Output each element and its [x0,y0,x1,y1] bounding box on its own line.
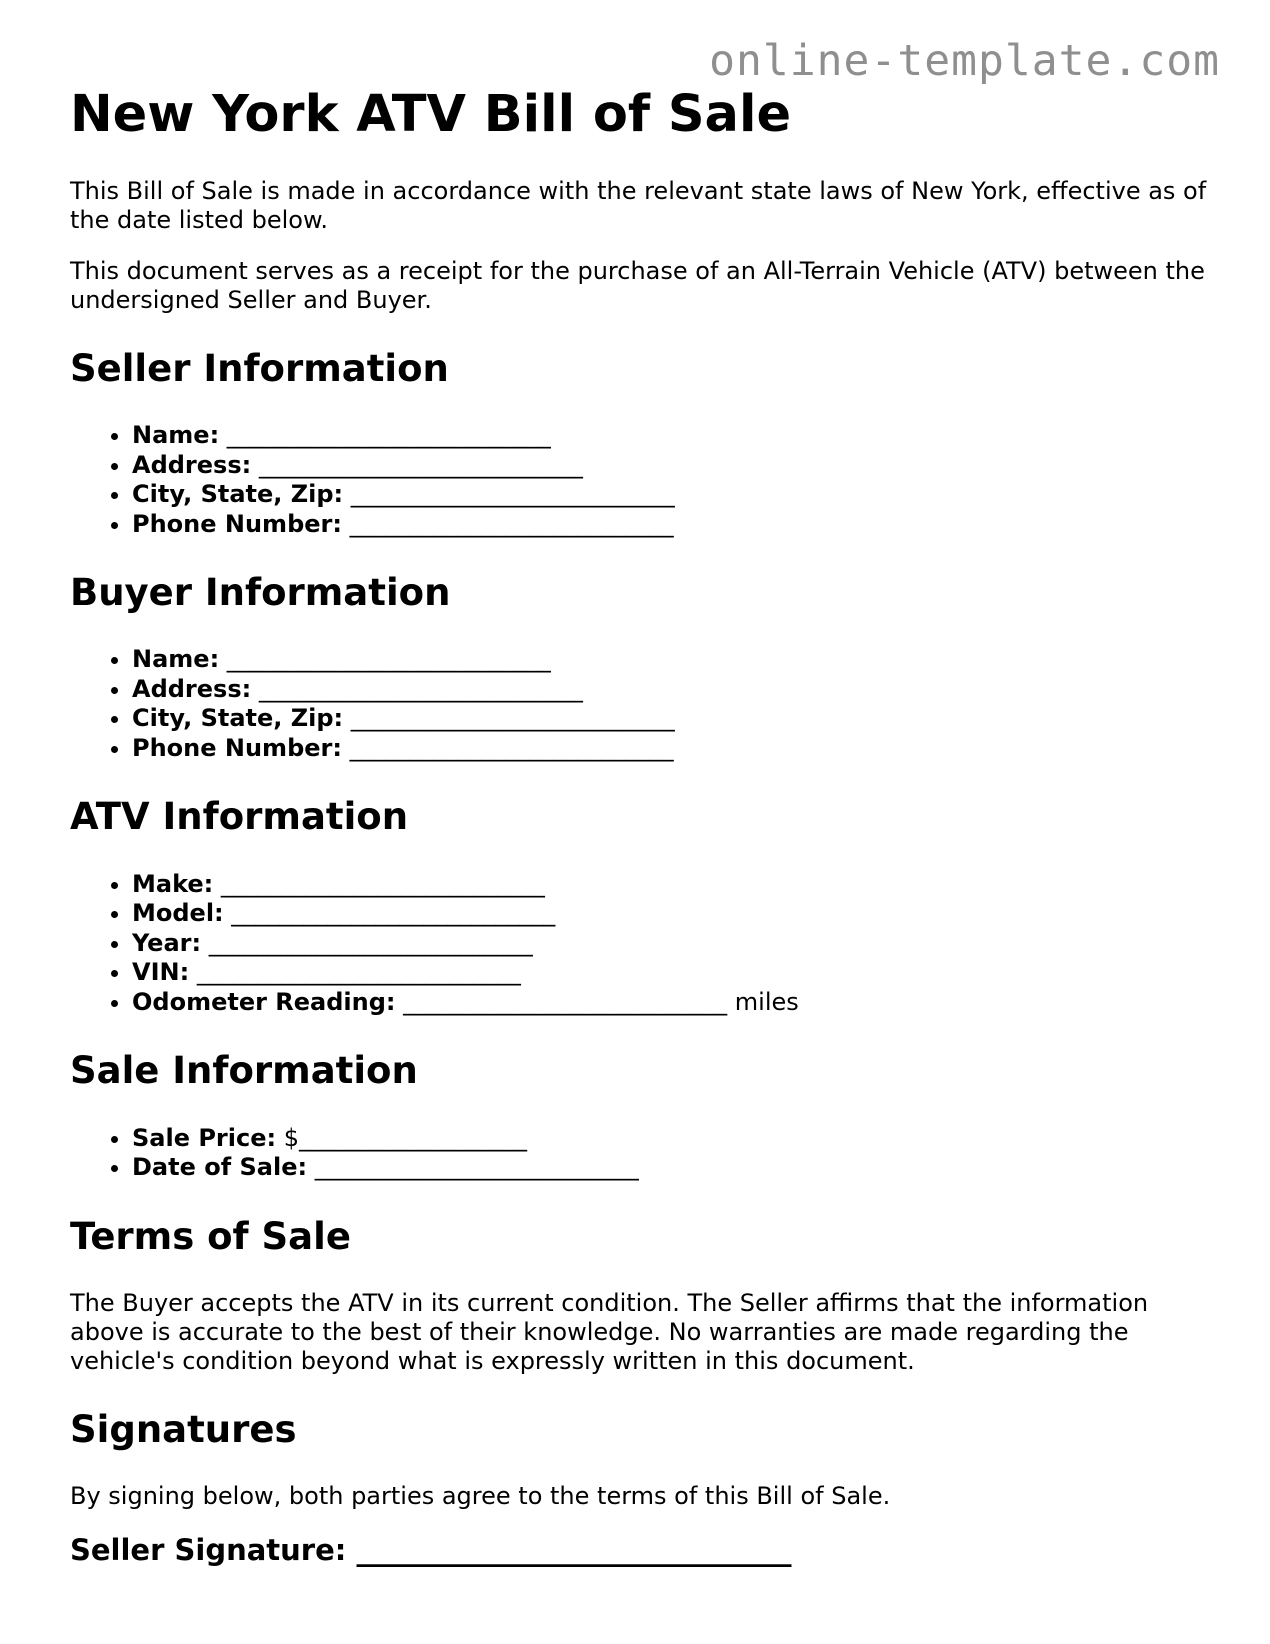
field-label: Year: [132,928,202,957]
field-label: City, State, Zip: [132,704,344,733]
seller-phone-field [132,510,1220,540]
field-label: Address: [132,674,252,703]
atv-vin-field [132,958,1220,988]
atv-make-field [132,870,1220,900]
sale-information-heading: Sale Information [70,1049,418,1093]
intro-paragraph-1: This Bill of Sale is made in accordance with the relevant state laws of New York, effective as of the date listed below. [70,176,1207,234]
terms-of-sale-heading: Terms of Sale [70,1214,351,1258]
field-blank: ___________________________ [307,1153,639,1182]
seller-fields-list [70,421,1220,539]
seller-signature-label: Seller Signature: [70,1533,347,1568]
sale-date-field [132,1153,1220,1183]
document-title: New York ATV Bill of Sale [70,85,792,144]
buyer-city-state-zip-field [132,704,1220,734]
intro-paragraph-2: This document serves as a receipt for the purchase of an All-Terrain Vehicle (ATV) between the undersigned Seller and Buyer. [70,256,1205,314]
field-label: Name: [132,421,220,450]
buyer-address-field [132,675,1220,705]
field-label: Date of Sale: [132,1153,308,1182]
watermark: online-template.com [709,36,1220,86]
field-blank: ___________________________ [341,733,674,762]
field-blank: ___________________________ miles [395,987,799,1016]
atv-year-field [132,929,1220,959]
buyer-information-heading: Buyer Information [70,571,451,615]
field-blank: ___________________________ [251,674,583,703]
field-label: Name: [132,645,220,674]
field-blank: ___________________________ [343,704,675,733]
signatures-heading: Signatures [70,1408,297,1452]
seller-name-field [132,421,1220,451]
field-label: Make: [132,869,214,898]
signatures-paragraph: By signing below, both parties agree to the terms of this Bill of Sale. [70,1482,891,1511]
terms-paragraph: The Buyer accepts the ATV in its current condition. The Seller affirms that the information above is accurate to the best of their knowledge. No warranties are made regarding the vehicle's condition beyond what is expressly written in this document. [70,1289,1149,1376]
field-blank: ___________________________ [251,450,583,479]
field-label: Odometer Reading: [132,987,396,1016]
seller-city-state-zip-field [132,480,1220,510]
field-blank: ___________________________ [213,869,545,898]
atv-model-field [132,899,1220,929]
field-blank: ___________________________ [223,899,556,928]
field-blank: ___________________________ [219,421,551,450]
field-label: Sale Price: [132,1123,277,1152]
sale-price-field [132,1124,1220,1154]
buyer-name-field [132,645,1220,675]
field-blank: ___________________________ [343,480,675,509]
atv-fields-list [70,870,1220,1018]
atv-odometer-field [132,988,1220,1018]
field-blank: $___________________ [276,1123,527,1152]
buyer-phone-field [132,734,1220,764]
sale-fields-list [70,1124,1220,1183]
field-label: Address: [132,450,252,479]
seller-signature-blank: ______________________________ [346,1533,792,1568]
document [70,86,1220,1568]
field-blank: ___________________________ [219,645,551,674]
field-blank: ___________________________ [189,958,521,987]
field-label: VIN: [132,958,190,987]
field-label: Phone Number: [132,733,342,762]
atv-information-heading: ATV Information [70,795,409,839]
buyer-fields-list [70,645,1220,763]
field-label: Model: [132,899,224,928]
field-blank: ___________________________ [341,509,674,538]
seller-information-heading: Seller Information [70,346,449,390]
field-label: City, State, Zip: [132,480,344,509]
seller-address-field [132,451,1220,481]
seller-signature-line [70,1533,1220,1568]
field-label: Phone Number: [132,509,342,538]
field-blank: ___________________________ [201,928,533,957]
